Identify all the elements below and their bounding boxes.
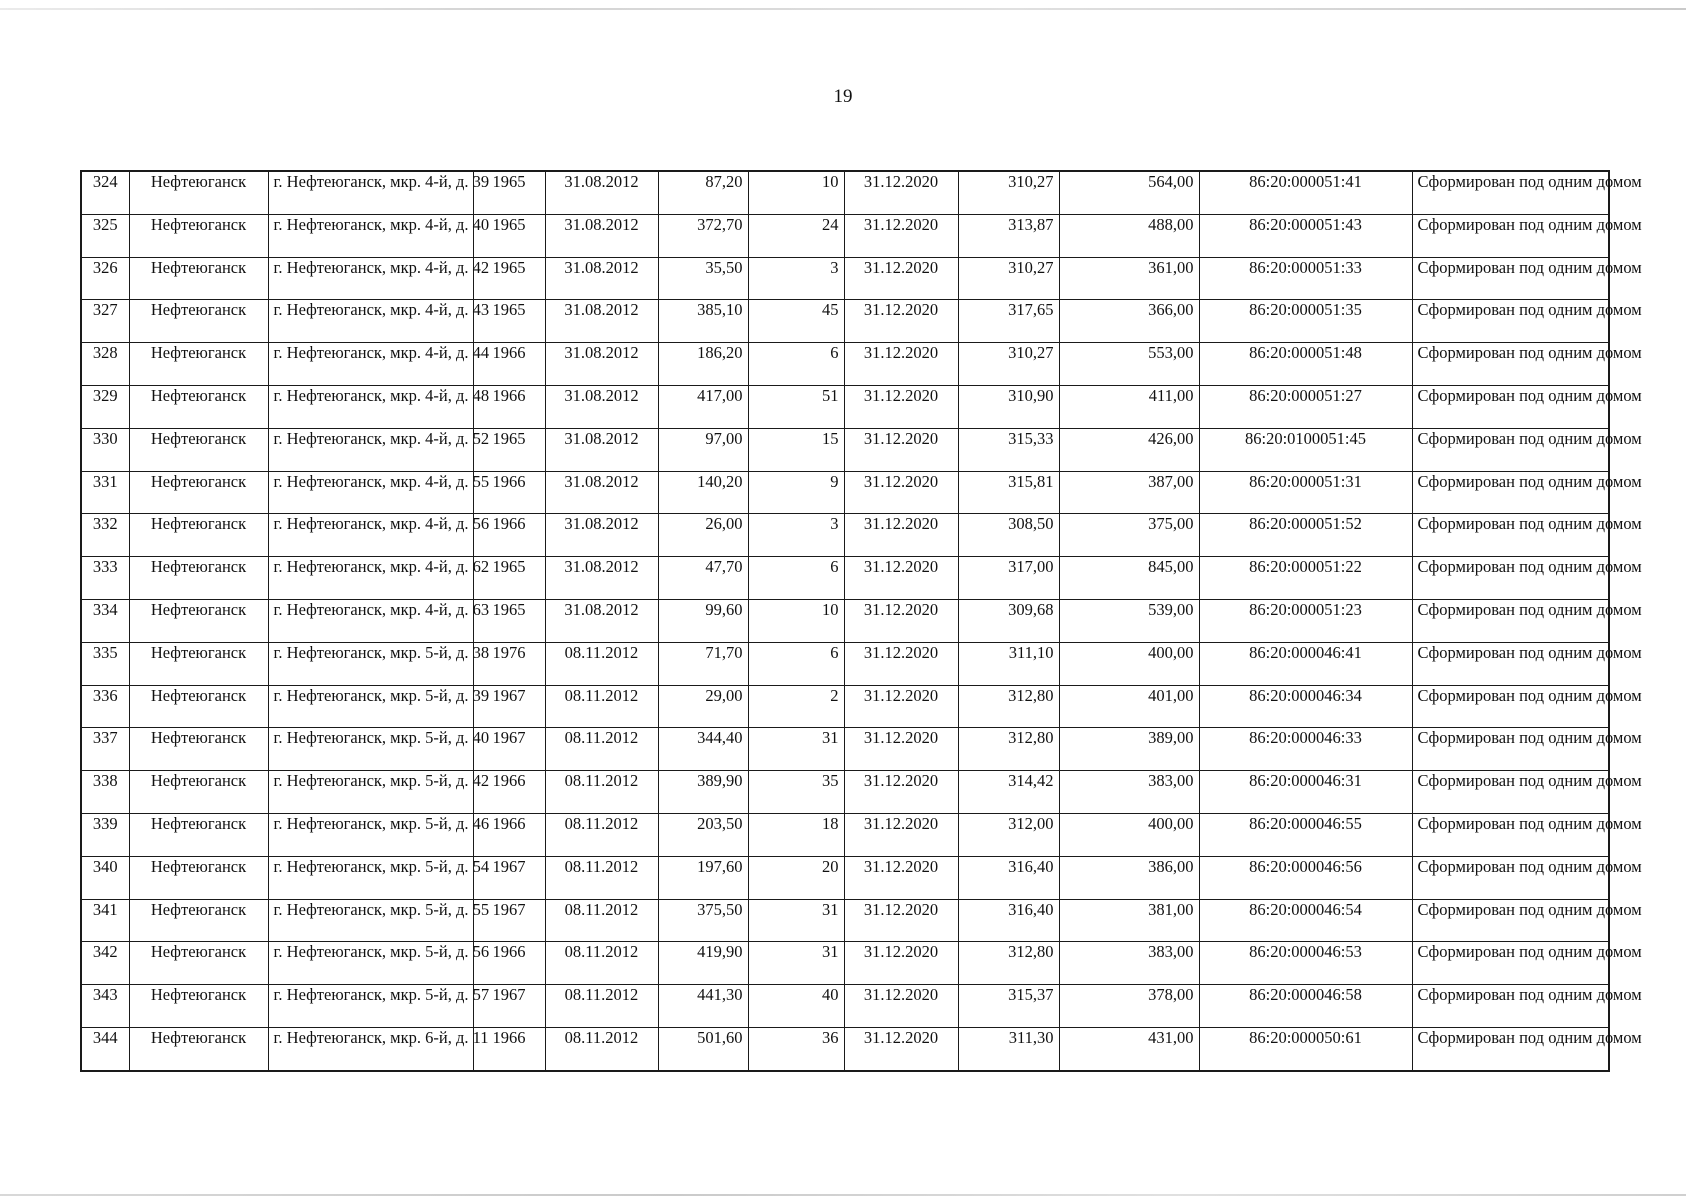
address-cell: г. Нефтеюганск, мкр. 5-й, д. 46: [268, 813, 473, 856]
cadastral-number-cell: 86:20:000051:35: [1199, 300, 1412, 343]
address-cell: г. Нефтеюганск, мкр. 4-й, д. 56: [268, 514, 473, 557]
cadastral-number-cell: 86:20:000051:22: [1199, 557, 1412, 600]
city-cell: Нефтеюганск: [129, 942, 268, 985]
area-cell: 71,70: [658, 642, 748, 685]
address-cell: г. Нефтеюганск, мкр. 5-й, д. 56: [268, 942, 473, 985]
deadline-cell: 31.12.2020: [844, 642, 958, 685]
city-cell: Нефтеюганск: [129, 1027, 268, 1070]
row-number: 338: [81, 771, 129, 814]
recognition-date-cell: 31.08.2012: [545, 300, 658, 343]
deadline-cell: 31.12.2020: [844, 942, 958, 985]
status-cell: Сформирован под одним домом: [1412, 599, 1609, 642]
area2-cell: 311,10: [958, 642, 1059, 685]
recognition-date-cell: 31.08.2012: [545, 257, 658, 300]
deadline-cell: 31.12.2020: [844, 471, 958, 514]
status-cell: Сформирован под одним домом: [1412, 514, 1609, 557]
city-cell: Нефтеюганск: [129, 899, 268, 942]
recognition-date-cell: 08.11.2012: [545, 899, 658, 942]
build-year-cell: 1965: [473, 214, 545, 257]
table-row: [81, 514, 1609, 557]
cadastral-number-cell: 86:20:000046:41: [1199, 642, 1412, 685]
recognition-date-cell: 08.11.2012: [545, 642, 658, 685]
table-row: [81, 557, 1609, 600]
deadline-cell: 31.12.2020: [844, 813, 958, 856]
deadline-cell: 31.12.2020: [844, 257, 958, 300]
area2-cell: 310,27: [958, 171, 1059, 214]
land-area-cell: 845,00: [1059, 557, 1199, 600]
row-number: 344: [81, 1027, 129, 1070]
area-cell: 419,90: [658, 942, 748, 985]
land-area-cell: 381,00: [1059, 899, 1199, 942]
table-row: [81, 899, 1609, 942]
build-year-cell: 1967: [473, 685, 545, 728]
table-row: [81, 428, 1609, 471]
cadastral-number-cell: 86:20:000051:43: [1199, 214, 1412, 257]
table-row: [81, 385, 1609, 428]
build-year-cell: 1976: [473, 642, 545, 685]
address-cell: г. Нефтеюганск, мкр. 5-й, д. 42: [268, 771, 473, 814]
land-area-cell: 386,00: [1059, 856, 1199, 899]
area2-cell: 315,37: [958, 985, 1059, 1028]
city-cell: Нефтеюганск: [129, 557, 268, 600]
cadastral-number-cell: 86:20:000046:54: [1199, 899, 1412, 942]
cadastral-number-cell: 86:20:0100051:45: [1199, 428, 1412, 471]
city-cell: Нефтеюганск: [129, 300, 268, 343]
area2-cell: 317,65: [958, 300, 1059, 343]
address-cell: г. Нефтеюганск, мкр. 5-й, д. 39: [268, 685, 473, 728]
area-cell: 441,30: [658, 985, 748, 1028]
build-year-cell: 1967: [473, 728, 545, 771]
area-cell: 385,10: [658, 300, 748, 343]
status-cell: Сформирован под одним домом: [1412, 385, 1609, 428]
area2-cell: 315,81: [958, 471, 1059, 514]
deadline-cell: 31.12.2020: [844, 428, 958, 471]
housing-registry-table: [80, 170, 1642, 1072]
recognition-date-cell: 31.08.2012: [545, 599, 658, 642]
table-row: [81, 642, 1609, 685]
area-cell: 99,60: [658, 599, 748, 642]
row-number: 331: [81, 471, 129, 514]
build-year-cell: 1965: [473, 599, 545, 642]
table-row: [81, 343, 1609, 386]
land-area-cell: 366,00: [1059, 300, 1199, 343]
page-number: 19: [833, 86, 853, 107]
build-year-cell: 1966: [473, 471, 545, 514]
cadastral-number-cell: 86:20:000046:31: [1199, 771, 1412, 814]
area-cell: 375,50: [658, 899, 748, 942]
status-cell: Сформирован под одним домом: [1412, 728, 1609, 771]
recognition-date-cell: 08.11.2012: [545, 942, 658, 985]
city-cell: Нефтеюганск: [129, 856, 268, 899]
residents-cell: 40: [748, 985, 844, 1028]
residents-cell: 15: [748, 428, 844, 471]
area2-cell: 310,90: [958, 385, 1059, 428]
city-cell: Нефтеюганск: [129, 343, 268, 386]
deadline-cell: 31.12.2020: [844, 385, 958, 428]
land-area-cell: 431,00: [1059, 1027, 1199, 1070]
address-cell: г. Нефтеюганск, мкр. 4-й, д. 48: [268, 385, 473, 428]
table-row: [81, 813, 1609, 856]
area-cell: 372,70: [658, 214, 748, 257]
residents-cell: 2: [748, 685, 844, 728]
deadline-cell: 31.12.2020: [844, 856, 958, 899]
city-cell: Нефтеюганск: [129, 471, 268, 514]
area2-cell: 310,27: [958, 257, 1059, 300]
address-cell: г. Нефтеюганск, мкр. 4-й, д. 62: [268, 557, 473, 600]
land-area-cell: 361,00: [1059, 257, 1199, 300]
status-cell: Сформирован под одним домом: [1412, 343, 1609, 386]
recognition-date-cell: 08.11.2012: [545, 728, 658, 771]
area2-cell: 316,40: [958, 856, 1059, 899]
area2-cell: 312,80: [958, 728, 1059, 771]
city-cell: Нефтеюганск: [129, 728, 268, 771]
cadastral-number-cell: 86:20:000046:56: [1199, 856, 1412, 899]
recognition-date-cell: 08.11.2012: [545, 985, 658, 1028]
deadline-cell: 31.12.2020: [844, 171, 958, 214]
scan-edge-bottom: [0, 1194, 1686, 1196]
row-number: 330: [81, 428, 129, 471]
build-year-cell: 1965: [473, 557, 545, 600]
row-number: 337: [81, 728, 129, 771]
area2-cell: 314,42: [958, 771, 1059, 814]
cadastral-number-cell: 86:20:000051:48: [1199, 343, 1412, 386]
area-cell: 344,40: [658, 728, 748, 771]
status-cell: Сформирован под одним домом: [1412, 300, 1609, 343]
recognition-date-cell: 08.11.2012: [545, 856, 658, 899]
build-year-cell: 1966: [473, 385, 545, 428]
residents-cell: 6: [748, 343, 844, 386]
row-number: 341: [81, 899, 129, 942]
address-cell: г. Нефтеюганск, мкр. 5-й, д. 54: [268, 856, 473, 899]
deadline-cell: 31.12.2020: [844, 899, 958, 942]
land-area-cell: 378,00: [1059, 985, 1199, 1028]
deadline-cell: 31.12.2020: [844, 771, 958, 814]
address-cell: г. Нефтеюганск, мкр. 4-й, д. 40: [268, 214, 473, 257]
residents-cell: 10: [748, 171, 844, 214]
area-cell: 197,60: [658, 856, 748, 899]
area2-cell: 312,80: [958, 685, 1059, 728]
recognition-date-cell: 31.08.2012: [545, 514, 658, 557]
land-area-cell: 488,00: [1059, 214, 1199, 257]
cadastral-number-cell: 86:20:000051:41: [1199, 171, 1412, 214]
residents-cell: 18: [748, 813, 844, 856]
row-number: 333: [81, 557, 129, 600]
status-cell: Сформирован под одним домом: [1412, 899, 1609, 942]
address-cell: г. Нефтеюганск, мкр. 5-й, д. 55: [268, 899, 473, 942]
land-area-cell: 387,00: [1059, 471, 1199, 514]
cadastral-number-cell: 86:20:000046:55: [1199, 813, 1412, 856]
land-area-cell: 383,00: [1059, 942, 1199, 985]
area2-cell: 313,87: [958, 214, 1059, 257]
address-cell: г. Нефтеюганск, мкр. 4-й, д. 63: [268, 599, 473, 642]
area-cell: 389,90: [658, 771, 748, 814]
build-year-cell: 1965: [473, 171, 545, 214]
build-year-cell: 1966: [473, 514, 545, 557]
row-number: 325: [81, 214, 129, 257]
area2-cell: 312,80: [958, 942, 1059, 985]
row-number: 334: [81, 599, 129, 642]
build-year-cell: 1966: [473, 942, 545, 985]
residents-cell: 6: [748, 557, 844, 600]
city-cell: Нефтеюганск: [129, 257, 268, 300]
land-area-cell: 539,00: [1059, 599, 1199, 642]
deadline-cell: 31.12.2020: [844, 599, 958, 642]
area-cell: 140,20: [658, 471, 748, 514]
deadline-cell: 31.12.2020: [844, 214, 958, 257]
address-cell: г. Нефтеюганск, мкр. 4-й, д. 44: [268, 343, 473, 386]
cadastral-number-cell: 86:20:000050:61: [1199, 1027, 1412, 1070]
table-row: [81, 214, 1609, 257]
deadline-cell: 31.12.2020: [844, 343, 958, 386]
cadastral-number-cell: 86:20:000046:33: [1199, 728, 1412, 771]
status-cell: Сформирован под одним домом: [1412, 685, 1609, 728]
build-year-cell: 1967: [473, 899, 545, 942]
table-row: [81, 942, 1609, 985]
address-cell: г. Нефтеюганск, мкр. 4-й, д. 43: [268, 300, 473, 343]
land-area-cell: 411,00: [1059, 385, 1199, 428]
recognition-date-cell: 31.08.2012: [545, 214, 658, 257]
land-area-cell: 400,00: [1059, 813, 1199, 856]
table-row: [81, 685, 1609, 728]
city-cell: Нефтеюганск: [129, 813, 268, 856]
row-number: 328: [81, 343, 129, 386]
status-cell: Сформирован под одним домом: [1412, 942, 1609, 985]
recognition-date-cell: 31.08.2012: [545, 343, 658, 386]
residents-cell: 35: [748, 771, 844, 814]
city-cell: Нефтеюганск: [129, 642, 268, 685]
status-cell: Сформирован под одним домом: [1412, 428, 1609, 471]
address-cell: г. Нефтеюганск, мкр. 4-й, д. 52: [268, 428, 473, 471]
area-cell: 87,20: [658, 171, 748, 214]
city-cell: Нефтеюганск: [129, 771, 268, 814]
row-number: 335: [81, 642, 129, 685]
table-body: [81, 171, 1642, 1071]
recognition-date-cell: 31.08.2012: [545, 471, 658, 514]
area-cell: 26,00: [658, 514, 748, 557]
deadline-cell: 31.12.2020: [844, 1027, 958, 1070]
address-cell: г. Нефтеюганск, мкр. 5-й, д. 57: [268, 985, 473, 1028]
recognition-date-cell: 08.11.2012: [545, 1027, 658, 1070]
address-cell: г. Нефтеюганск, мкр. 4-й, д. 39: [268, 171, 473, 214]
build-year-cell: 1965: [473, 257, 545, 300]
row-number: 339: [81, 813, 129, 856]
residents-cell: 9: [748, 471, 844, 514]
table-row: [81, 599, 1609, 642]
area-cell: 29,00: [658, 685, 748, 728]
row-number: 343: [81, 985, 129, 1028]
status-cell: Сформирован под одним домом: [1412, 771, 1609, 814]
scan-edge-top: [0, 8, 1686, 10]
build-year-cell: 1966: [473, 813, 545, 856]
area2-cell: 317,00: [958, 557, 1059, 600]
deadline-cell: 31.12.2020: [844, 514, 958, 557]
land-area-cell: 401,00: [1059, 685, 1199, 728]
residents-cell: 31: [748, 899, 844, 942]
deadline-cell: 31.12.2020: [844, 985, 958, 1028]
row-number: 332: [81, 514, 129, 557]
status-cell: Сформирован под одним домом: [1412, 257, 1609, 300]
city-cell: Нефтеюганск: [129, 428, 268, 471]
area2-cell: 308,50: [958, 514, 1059, 557]
area-cell: 203,50: [658, 813, 748, 856]
cadastral-number-cell: 86:20:000051:52: [1199, 514, 1412, 557]
build-year-cell: 1967: [473, 985, 545, 1028]
cadastral-number-cell: 86:20:000051:31: [1199, 471, 1412, 514]
table-row: [81, 771, 1609, 814]
residents-cell: 31: [748, 942, 844, 985]
recognition-date-cell: 31.08.2012: [545, 385, 658, 428]
row-number: 342: [81, 942, 129, 985]
land-area-cell: 383,00: [1059, 771, 1199, 814]
status-cell: Сформирован под одним домом: [1412, 1027, 1609, 1070]
area2-cell: 316,40: [958, 899, 1059, 942]
residents-cell: 20: [748, 856, 844, 899]
area2-cell: 309,68: [958, 599, 1059, 642]
deadline-cell: 31.12.2020: [844, 557, 958, 600]
row-number: 327: [81, 300, 129, 343]
land-area-cell: 389,00: [1059, 728, 1199, 771]
recognition-date-cell: 31.08.2012: [545, 557, 658, 600]
residents-cell: 24: [748, 214, 844, 257]
residents-cell: 3: [748, 257, 844, 300]
table-row: [81, 856, 1609, 899]
status-cell: Сформирован под одним домом: [1412, 214, 1609, 257]
address-cell: г. Нефтеюганск, мкр. 6-й, д. 11: [268, 1027, 473, 1070]
land-area-cell: 553,00: [1059, 343, 1199, 386]
row-number: 326: [81, 257, 129, 300]
build-year-cell: 1965: [473, 428, 545, 471]
deadline-cell: 31.12.2020: [844, 728, 958, 771]
table-row: [81, 257, 1609, 300]
status-cell: Сформирован под одним домом: [1412, 171, 1609, 214]
area-cell: 186,20: [658, 343, 748, 386]
area-cell: 501,60: [658, 1027, 748, 1070]
build-year-cell: 1966: [473, 771, 545, 814]
address-cell: г. Нефтеюганск, мкр. 5-й, д. 40: [268, 728, 473, 771]
cadastral-number-cell: 86:20:000046:58: [1199, 985, 1412, 1028]
status-cell: Сформирован под одним домом: [1412, 642, 1609, 685]
land-area-cell: 564,00: [1059, 171, 1199, 214]
address-cell: г. Нефтеюганск, мкр. 4-й, д. 55: [268, 471, 473, 514]
city-cell: Нефтеюганск: [129, 514, 268, 557]
city-cell: Нефтеюганск: [129, 214, 268, 257]
build-year-cell: 1966: [473, 1027, 545, 1070]
area2-cell: 310,27: [958, 343, 1059, 386]
address-cell: г. Нефтеюганск, мкр. 4-й, д. 42: [268, 257, 473, 300]
city-cell: Нефтеюганск: [129, 685, 268, 728]
status-cell: Сформирован под одним домом: [1412, 471, 1609, 514]
residents-cell: 6: [748, 642, 844, 685]
recognition-date-cell: 31.08.2012: [545, 171, 658, 214]
table-row: [81, 471, 1609, 514]
build-year-cell: 1966: [473, 343, 545, 386]
land-area-cell: 375,00: [1059, 514, 1199, 557]
area-cell: 35,50: [658, 257, 748, 300]
row-number: 329: [81, 385, 129, 428]
residents-cell: 36: [748, 1027, 844, 1070]
residents-cell: 45: [748, 300, 844, 343]
residents-cell: 3: [748, 514, 844, 557]
table-row: [81, 728, 1609, 771]
city-cell: Нефтеюганск: [129, 985, 268, 1028]
area-cell: 417,00: [658, 385, 748, 428]
recognition-date-cell: 08.11.2012: [545, 813, 658, 856]
recognition-date-cell: 31.08.2012: [545, 428, 658, 471]
city-cell: Нефтеюганск: [129, 171, 268, 214]
build-year-cell: 1967: [473, 856, 545, 899]
recognition-date-cell: 08.11.2012: [545, 685, 658, 728]
row-number: 336: [81, 685, 129, 728]
city-cell: Нефтеюганск: [129, 385, 268, 428]
cadastral-number-cell: 86:20:000051:23: [1199, 599, 1412, 642]
row-number: 340: [81, 856, 129, 899]
area2-cell: 315,33: [958, 428, 1059, 471]
land-area-cell: 400,00: [1059, 642, 1199, 685]
recognition-date-cell: 08.11.2012: [545, 771, 658, 814]
residents-cell: 10: [748, 599, 844, 642]
row-number: 324: [81, 171, 129, 214]
land-area-cell: 426,00: [1059, 428, 1199, 471]
area-cell: 97,00: [658, 428, 748, 471]
city-cell: Нефтеюганск: [129, 599, 268, 642]
status-cell: Сформирован под одним домом: [1412, 985, 1609, 1028]
cadastral-number-cell: 86:20:000046:34: [1199, 685, 1412, 728]
build-year-cell: 1965: [473, 300, 545, 343]
cadastral-number-cell: 86:20:000051:27: [1199, 385, 1412, 428]
cadastral-number-cell: 86:20:000046:53: [1199, 942, 1412, 985]
deadline-cell: 31.12.2020: [844, 300, 958, 343]
status-cell: Сформирован под одним домом: [1412, 813, 1609, 856]
status-cell: Сформирован под одним домом: [1412, 557, 1609, 600]
area-cell: 47,70: [658, 557, 748, 600]
address-cell: г. Нефтеюганск, мкр. 5-й, д. 38: [268, 642, 473, 685]
table-row: [81, 171, 1609, 214]
residents-cell: 51: [748, 385, 844, 428]
area2-cell: 311,30: [958, 1027, 1059, 1070]
table-row: [81, 985, 1609, 1028]
area2-cell: 312,00: [958, 813, 1059, 856]
table-row: [81, 1027, 1609, 1070]
table-row: [81, 300, 1609, 343]
deadline-cell: 31.12.2020: [844, 685, 958, 728]
cadastral-number-cell: 86:20:000051:33: [1199, 257, 1412, 300]
residents-cell: 31: [748, 728, 844, 771]
status-cell: Сформирован под одним домом: [1412, 856, 1609, 899]
